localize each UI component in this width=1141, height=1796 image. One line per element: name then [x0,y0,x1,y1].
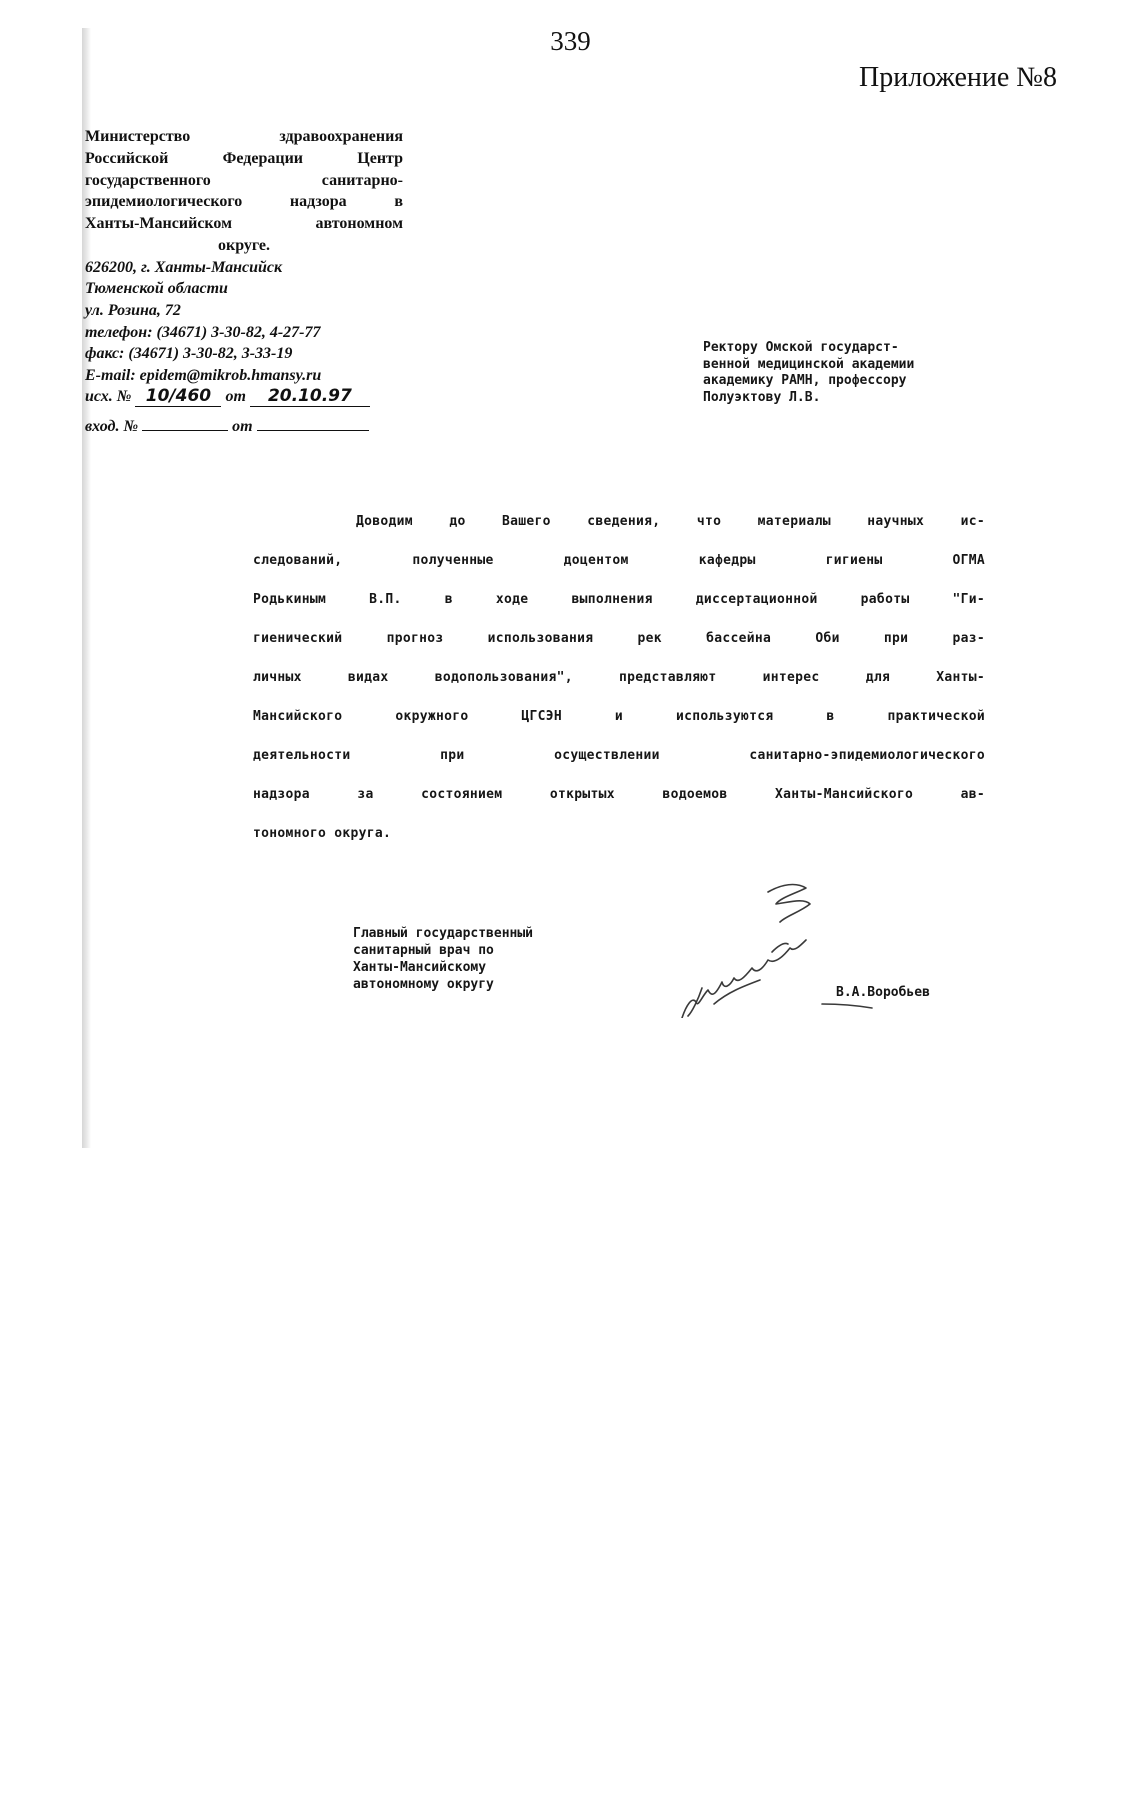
signatory-title-line: Главный государственный [353,926,534,941]
body-line: гиенический прогноз использования рек бассейна Оби при раз- [253,631,985,646]
body-line: деятельности при осуществлении санитарно-эпидемиологического [253,748,985,763]
phone-line: телефон: (34671) 3-30-82, 4-27-77 [85,323,321,341]
signatory-name: В.А.Воробьев [836,985,930,1000]
org-line: эпидемиологического надзора в [85,193,403,211]
fax-line: факс: (34671) 3-30-82, 3-33-19 [85,345,293,363]
address-line: 626200, г. Ханты-Мансийск [85,258,283,276]
body-line: тономного округа. [253,826,392,841]
signatory-title-line: санитарный врач по [353,943,494,958]
recipient-line: Ректору Омской государст- [703,340,899,355]
signatory-title-line: автономному округу [353,977,494,992]
outgoing-date: 20.10.97 [250,387,370,407]
recipient-line: Полуэктову Л.В. [703,389,821,405]
outgoing-number-row [85,386,403,408]
signatory-title-line: Ханты-Мансийскому [353,960,487,975]
incoming-date-blank [257,416,369,431]
address-line: Тюменской области [85,280,228,298]
incoming-number-blank [142,416,228,431]
outgoing-date-label: от [225,388,246,406]
email-line: E-mail: epidem@mikrob.hmansy.ru [85,366,322,384]
outgoing-number: 10/460 [135,387,221,407]
recipient-line: академику РАМН, профессору [703,373,907,388]
body-line: надзора за состоянием открытых водоемов Ханты-Мансийского ав- [253,787,985,802]
recipient-line: венной медицинской академии [703,356,915,372]
address-line: ул. Розина, 72 [85,301,181,319]
org-line: государственного санитарно- [85,171,403,189]
incoming-number-row [85,416,403,438]
org-line: Ханты-Мансийском автономном [85,215,403,233]
letter-body [253,502,985,853]
recipient-address [703,340,1023,406]
body-line: Мансийского окружного ЦГСЭН и используются в практической [253,709,985,724]
appendix-label: Приложение №8 [859,62,1057,93]
org-line: Министерство здравоохранения [85,128,403,145]
body-line: следований, полученные доцентом кафедры гигиены ОГМА [253,553,985,568]
body-line: Родькиным В.П. в ходе выполнения диссертационной работы "Ги- [253,592,985,607]
body-line: Доводим до Вашего сведения, что материалы научных ис- [356,514,985,529]
body-line: личных видах водопользования", представляют интерес для Ханты- [253,670,985,685]
sender-letterhead [85,126,403,438]
org-line: Российской Федерации Центр [85,149,403,167]
signatory-title [353,925,653,993]
incoming-date-label: от [232,417,253,435]
org-line: округе. [217,236,271,254]
page-number: 339 [550,26,591,56]
outgoing-label: исх. № [85,388,132,406]
incoming-label: вход. № [85,417,139,435]
